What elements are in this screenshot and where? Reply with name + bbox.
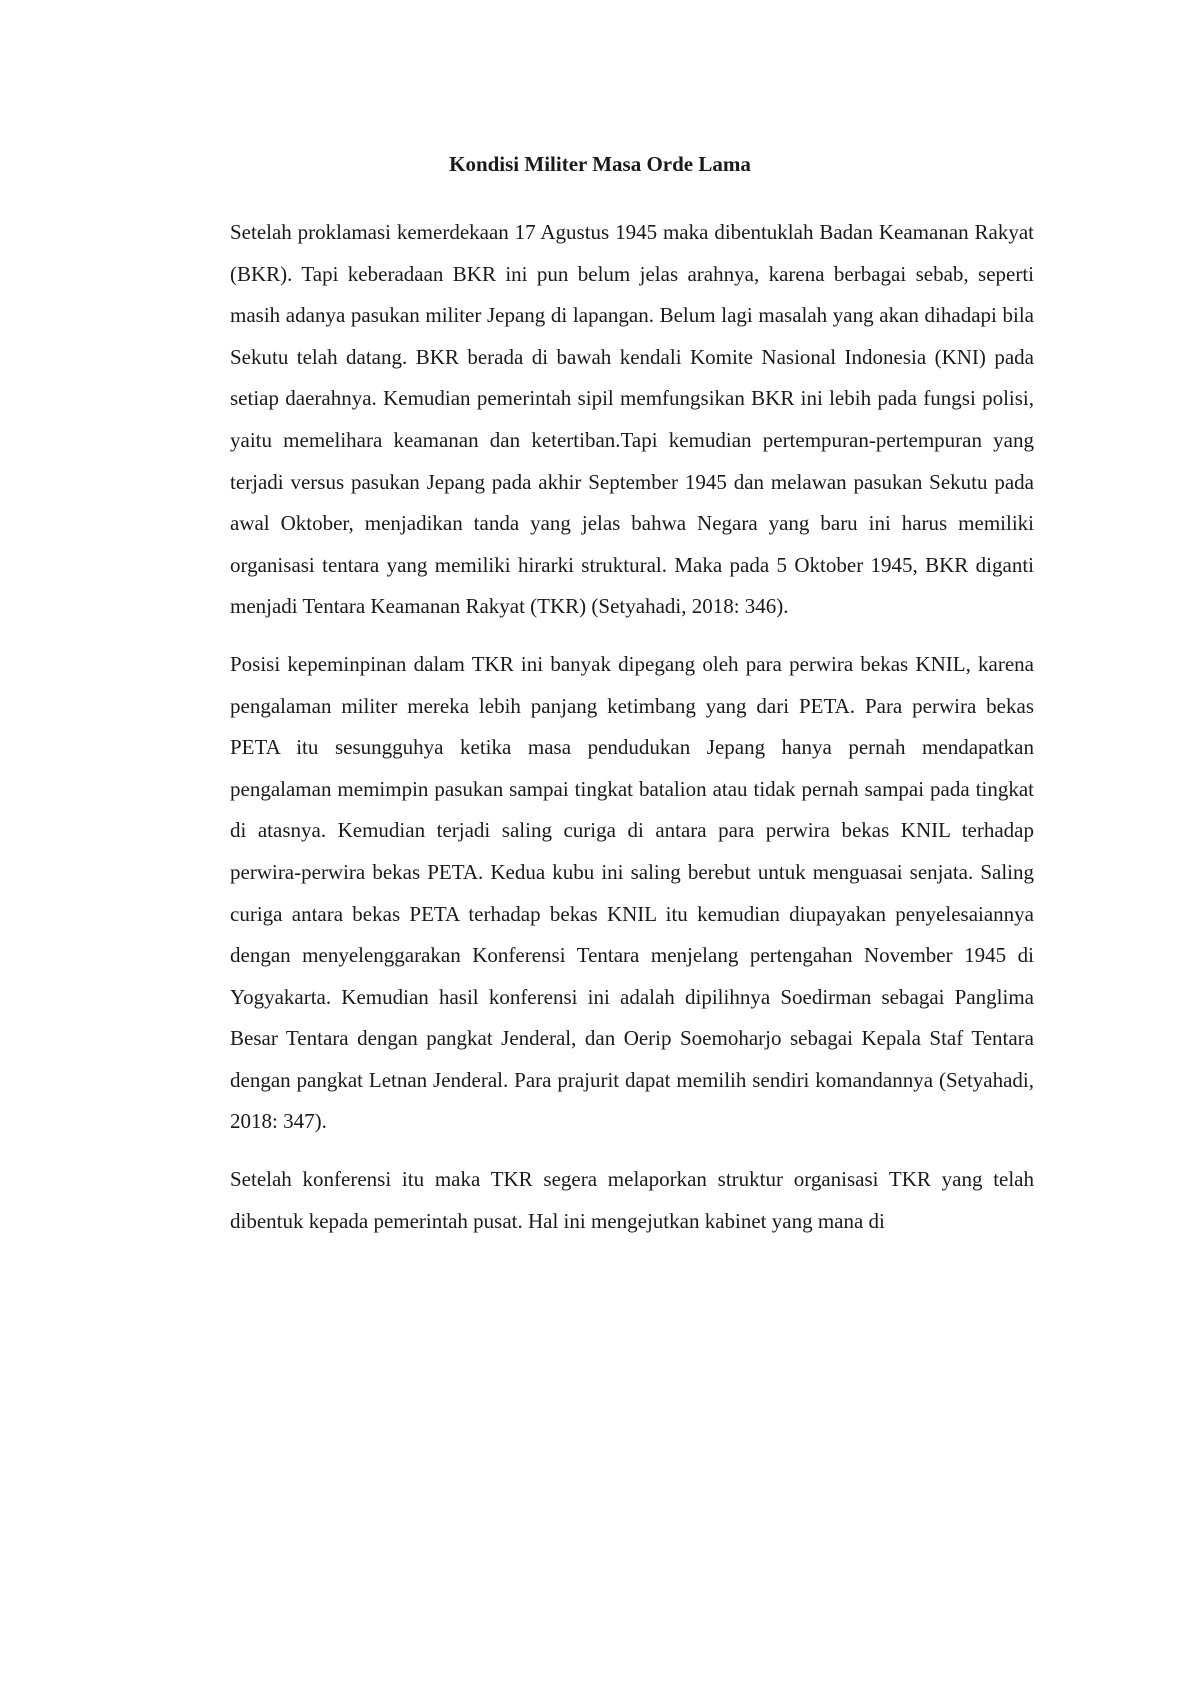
paragraph-3: Setelah konferensi itu maka TKR segera melaporkan struktur organisasi TKR yang telah dibentuk kepada pemerintah pusat. Hal ini mengejutkan kabinet yang mana di xyxy=(230,1167,1034,1233)
page-title: Kondisi Militer Masa Orde Lama xyxy=(449,152,751,176)
paragraph-2: Posisi kepeminpinan dalam TKR ini banyak dipegang oleh para perwira bekas KNIL, karena pengalaman militer mereka lebih panjang ketimbang yang dari PETA. Para perwira bekas PETA itu sesungguhya ketika masa pendudukan Jepang hanya pernah mendapatkan pengalaman memimpin pasukan sampai tingkat batalion atau tidak pernah sampai pada tingkat di atasnya. Kemudian terjadi saling curiga di antara para perwira bekas KNIL terhadap perwira-perwira bekas PETA. Kedua kubu ini saling berebut untuk menguasai senjata. Saling curiga antara bekas PETA terhadap bekas KNIL itu kemudian diupayakan penyelesaiannya dengan menyelenggarakan Konferensi Tentara menjelang pertengahan November 1945 di Yogyakarta. Kemudian hasil konferensi ini adalah dipilihnya Soedirman sebagai Panglima Besar Tentara dengan pangkat Jenderal, dan Oerip Soemoharjo sebagai Kepala Staf Tentara dengan pangkat Letnan Jenderal. Para prajurit dapat memilih sendiri komandannya (Setyahadi, 2018: 347). xyxy=(230,651,1034,1134)
paragraph-1: Setelah proklamasi kemerdekaan 17 Agustus 1945 maka dibentuklah Badan Keamanan Rakyat (BKR). Tapi keberadaan BKR ini pun belum jelas arahnya, karena berbagai sebab, seperti masih adanya pasukan militer Jepang di lapangan. Belum lagi masalah yang akan dihadapi bila Sekutu telah datang. BKR berada di bawah kendali Komite Nasional Indonesia (KNI) pada setiap daerahnya. Kemudian pemerintah sipil memfungsikan BKR ini lebih pada fungsi polisi, yaitu memelihara keamanan dan ketertiban.Tapi kemudian pertempuran-pertempuran yang terjadi versus pasukan Jepang pada akhir September 1945 dan melawan pasukan Sekutu pada awal Oktober, menjadikan tanda yang jelas bahwa Negara yang baru ini harus memiliki organisasi tentara yang memiliki hirarki struktural. Maka pada 5 Oktober 1945, BKR diganti menjadi Tentara Keamanan Rakyat (TKR) (Setyahadi, 2018: 346). xyxy=(230,220,1034,619)
document-body xyxy=(230,212,1034,1258)
